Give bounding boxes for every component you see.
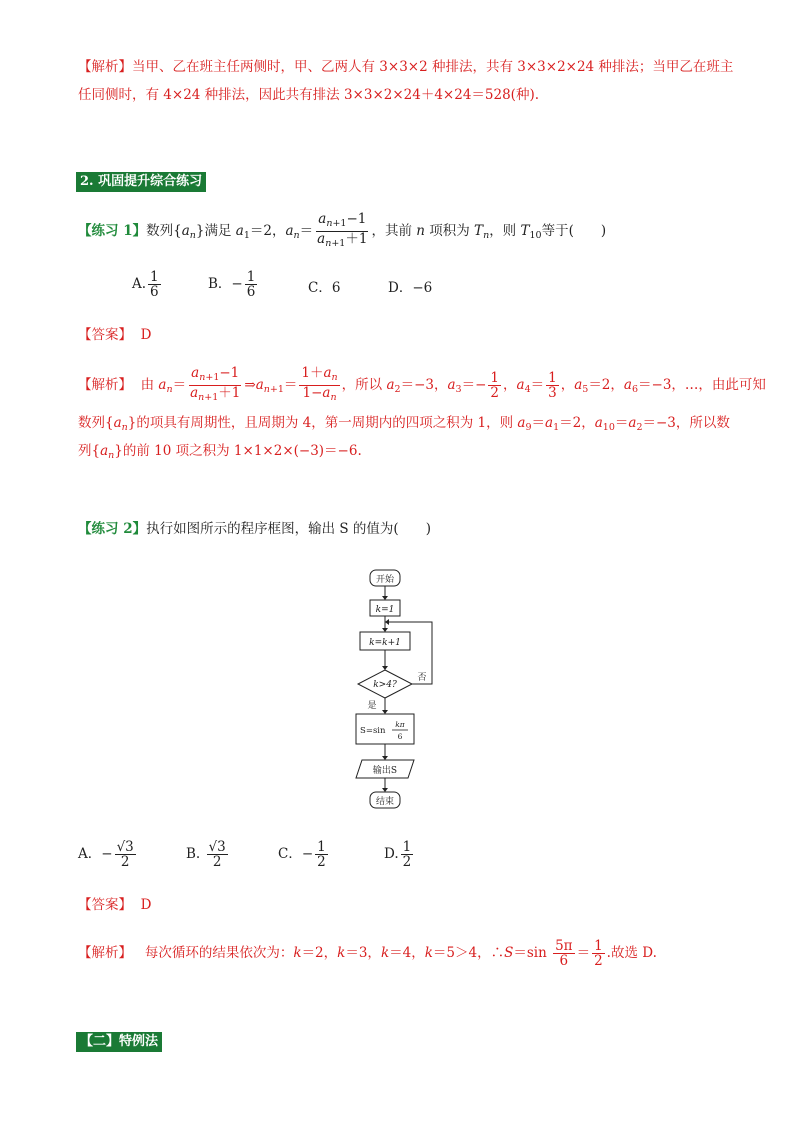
option-c: C．6 xyxy=(308,280,341,296)
answer-value: D xyxy=(140,327,152,343)
analysis-2-line2: 数列$\{a_n\}$的项具有周期性，且周期为 4，第一周期内的四项之积为 1，则 $a_9=a_1=2$，$a_{10}=a_2=-3$，所以数 xyxy=(78,415,730,433)
flow-assign-num: kπ xyxy=(395,720,405,729)
flow-yes-label: 是 xyxy=(367,701,377,711)
option-d: D．−6 xyxy=(388,280,433,296)
exercise-1-stem: 【练习 1】数列$\{a_n\}$满足 $a_1=2$，$a_n=$ $\frac{a_{n+1}-1}{a_{n+1}+1}$ ，其前 n 项积为 $T_n$，则 $T_{10}$等于( ) xyxy=(78,211,607,249)
flow-output-text: 输出S xyxy=(372,766,398,776)
exercise-label: 【练习 2】 xyxy=(78,521,147,537)
exercise-label: 【练习 1】 xyxy=(78,223,147,239)
option-a: A．− $\frac{√3}{2}$ xyxy=(78,839,134,870)
analysis-line: 当甲、乙在班主任两侧时，甲、乙两人有 3×3×2 种排法，共有 3×3×2×24 种排法；当甲乙在班主 xyxy=(132,59,734,75)
section-header: 2. 巩固提升综合练习 xyxy=(76,172,206,192)
analysis-1-line2 xyxy=(78,80,539,110)
flowchart xyxy=(348,564,448,824)
flow-start-text: 开始 xyxy=(375,575,395,585)
answer-label: 【答案】 xyxy=(78,327,132,343)
analysis-2-line3: 列$\{a_n\}$的前 10 项之积为 1×1×2×(−3)＝−6. xyxy=(78,443,362,461)
analysis-3: 【解析】 每次循环的结果依次为：k＝2，k＝3，k＝4，k＝5＞4，∴S＝sin $\frac{5\pi}{6}$ ＝ $\frac{1}{2}$ .故选 D. xyxy=(78,938,657,969)
analysis-1 xyxy=(78,52,733,82)
analysis-label: 【解析】 xyxy=(78,945,132,961)
option-d: D. $\frac{1}{2}$ xyxy=(384,839,412,870)
exercise-2-stem: 【练习 2】执行如图所示的程序框图，输出 S 的值为( ) xyxy=(78,521,431,537)
flow-end-text: 结束 xyxy=(375,797,395,807)
analysis-line: 任同侧时，有 4×24 种排法，因此共有排法 3×3×2×24＋4×24＝528(种). xyxy=(78,87,540,103)
flow-assign-den: 6 xyxy=(397,732,403,741)
analysis-label: 【解析】 xyxy=(78,59,132,75)
flow-init-text: k=1 xyxy=(375,605,395,615)
answer-label: 【答案】 xyxy=(78,897,132,913)
analysis-2-line1: 【解析】 由 $a_n=$ $\frac{a_{n+1}-1}{a_{n+1}+1}$ $\Rightarrow a_{n+1}=$ $\frac{1+a_n}{1-a_n}$ ，所以 $a_2=-3$，$a_3=-$ $\frac{1}{2}$ ，$a_4=$ $\frac{1}{3}$ ，$a_5=2$，$a_6=-3$，…，由此可知 xyxy=(78,365,766,403)
flow-no-label: 否 xyxy=(417,673,427,683)
option-a: A. $\frac{1}{6}$ xyxy=(132,269,159,300)
option-b: B. $\frac{√3}{2}$ xyxy=(186,839,226,870)
fraction: $\frac{a_{n+1}-1}{a_{n+1}+1}$ xyxy=(317,211,368,249)
flow-cond-text: k>4? xyxy=(373,680,397,690)
option-b: B．− $\frac{1}{6}$ xyxy=(208,269,256,300)
section-header: 【二】特例法 xyxy=(76,1032,162,1052)
answer-2 xyxy=(78,890,151,920)
flow-step-text: k=k+1 xyxy=(369,638,401,648)
analysis-label: 【解析】 xyxy=(78,377,132,393)
flow-assign-text: S=sin xyxy=(360,726,386,736)
answer-value: D xyxy=(140,897,152,913)
answer-1 xyxy=(78,320,151,350)
option-c: C．− $\frac{1}{2}$ xyxy=(278,839,326,870)
